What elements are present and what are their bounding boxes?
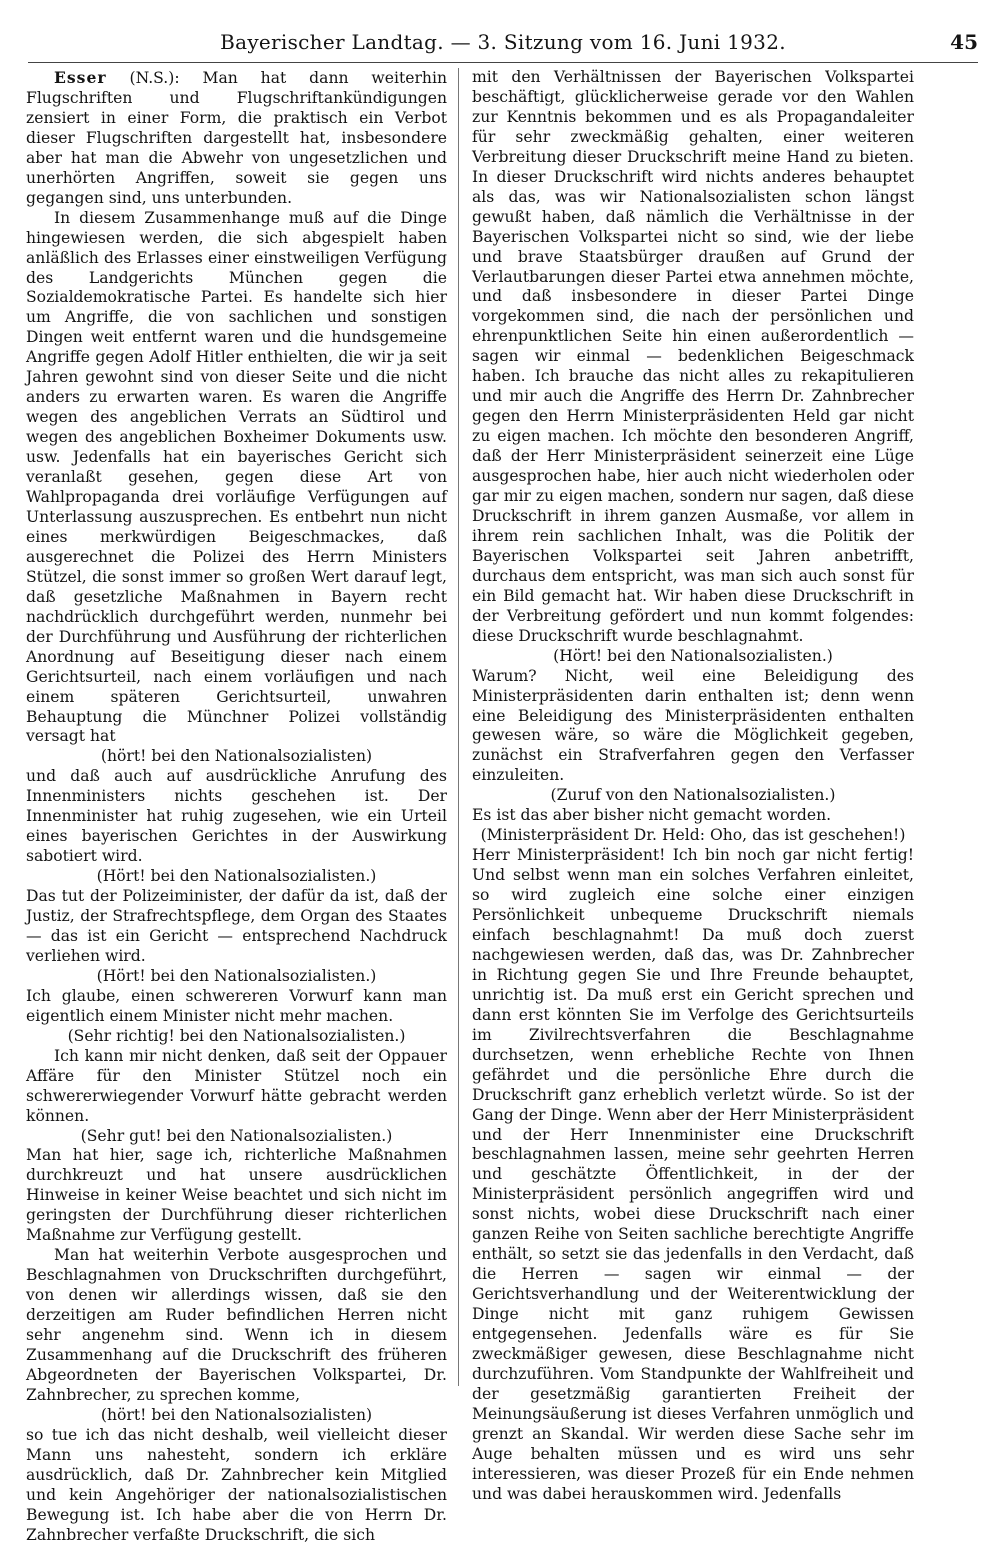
- paragraph: Ich glaube, einen schwereren Vorwurf kann man eigentlich einem Minister nicht mehr machen.: [26, 986, 447, 1025]
- paragraph: Das tut der Polizeiminister, der dafür da ist, daß der Justiz, der Strafrechtspflege, dem Organ des Staates — das ist ein Gericht — entsprechend Nachdruck verliehen wird.: [26, 887, 447, 965]
- paragraph: Warum? Nicht, weil eine Beleidigung des Ministerpräsidenten darin enthalten ist; denn wenn eine Beleidigung des Ministerpräsidenten enthalten gewesen wäre, so wäre die Möglichkeit gegeben, zunächst ein Strafverfahren gegen den Verfasser einzuleiten.: [472, 666, 914, 785]
- interjection: (Zuruf von den Nationalsozialisten.): [550, 786, 836, 805]
- interjection: (Hört! bei den Nationalsozialisten.): [96, 966, 377, 985]
- left-column: [26, 68, 447, 1544]
- header-title: Bayerischer Landtag. — 3. Sitzung vom 16. Juni 1932.: [220, 30, 786, 54]
- paragraph: mit den Verhältnissen der Bayerischen Volkspartei beschäftigt, glücklicherweise gerade vor den Wahlen zur Kenntnis bekommen und es als Propagandaleiter für sehr zweckmäßig gehalten, einer weiteren Verbreitung dieser Druckschrift meine Hand zu bieten. In dieser Druckschrift wird nichts anderes behauptet als das, was wir Nationalsozialisten schon längst gewußt haben, daß nämlich die Verhältnisse in der Bayerischen Volkspartei nicht so sind, wie der liebe und brave Staatsbürger draußen auf Grund der Verlautbarungen dieser Partei etwa annehmen möchte, und daß insbesondere in dieser Partei Dinge vorgekommen sind, die nach der persönlichen und ehrenpunktlichen Seite hin einen außerordentlich — sagen wir einmal — bedenklichen Beigeschmack haben. Ich brauche das nicht alles zu rekapitulieren und mir auch die Angriffe des Herrn Dr. Zahnbrecher gegen den Herrn Ministerpräsidenten Held gar nicht zu eigen machen. Ich möchte den besonderen Angriff, daß der Herr Ministerpräsident seinerzeit eine Lüge ausgesprochen habe, hier auch nicht wiederholen oder gar mir zu eigen machen, sondern nur sagen, daß diese Druckschrift in ihrem ganzen Ausmaße, vor allem in ihrem rein sachlichen Inhalt, was die Politik der Bayerischen Volkspartei seit Jahren anbetrifft, durchaus dem entspricht, was man sich auch sonst für ein Bild gemacht hat. Wir haben diese Druckschrift in der Verbreitung gefördert und nun kommt folgendes: diese Druckschrift wurde beschlagnahmt.: [472, 68, 914, 645]
- interjection: (Hört! bei den Nationalsozialisten.): [553, 646, 833, 665]
- paragraph: Ich kann mir nicht denken, daß seit der Oppauer Affäre für den Minister Stützel noch ein schwererwiegender Vorwurf hätte gebracht werden können.: [26, 1046, 447, 1125]
- paragraph: Man hat hier, sage ich, richterliche Maßnahmen durchkreuzt und hat unsere ausdrücklichen Hinweise in keiner Weise beachtet und sich nicht im geringsten der Durchführung dieser richterlichen Maßnahme zur Verfügung gestellt.: [26, 1146, 447, 1245]
- page-number: 45: [950, 30, 978, 54]
- paragraph: Man hat weiterhin Verbote ausgesprochen und Beschlagnahmen von Druckschriften durchgeführt, von denen wir allerdings wissen, daß sie den derzeitigen am Ruder befindlichen Herren nicht sehr angenehm sind. Wenn ich in diesem Zusammenhang auf die Druckschrift des früheren Abgeordneten der Bayerischen Volkspartei, Dr. Zahnbrecher, zu sprechen komme,: [26, 1246, 447, 1404]
- paragraph: In diesem Zusammenhange muß auf die Dinge hingewiesen werden, die sich abgespielt haben anläßlich des Erlasses einer einstweiligen Verfügung des Landgerichts München gegen die Sozialdemokratische Partei. Es handelte sich hier um Angriffe, die von sachlichen und sonstigen Dingen weit entfernt waren und die hundsgemeine Angriffe gegen Adolf Hitler enthielten, die wir ja seit Jahren gewohnt sind von dieser Seite und die nicht anders zu erwarten waren. Es waren die Angriffe wegen des angeblichen Verrats an Südtirol und wegen des angeblichen Boxheimer Dokuments usw. usw. Jedenfalls hat ein bayerisches Gericht sich veranlaßt gesehen, gegen diese Art von Wahlpropaganda drei vorläufige Verfügungen auf Unterlassung auszusprechen. Es entbehrt nun nicht eines merkwürdigen Beigeschmackes, daß ausgerechnet die Polizei des Herrn Ministers Stützel, die sonst immer so großen Wert darauf legt, daß gesetzliche Maßnahmen in Bayern recht nachdrücklich durchgeführt werden, nunmehr bei der Durchführung und Ausführung der richterlichen Anordnung auf Beseitigung dieser nach einem Gerichtsurteil, nach einem vorläufigen und nach einem späteren Gerichtsurteil, unwahren Behauptung die Münchner Polizei vollständig versagt hat: [26, 208, 447, 746]
- interjection: (hört! bei den Nationalsozialisten): [100, 747, 373, 766]
- interjection: (Ministerpräsident Dr. Held: Oho, das ist geschehen!): [480, 826, 906, 845]
- paragraph: [26, 68, 447, 209]
- right-column: [472, 68, 914, 1503]
- running-header: [28, 30, 978, 60]
- paragraph: Herr Ministerpräsident! Ich bin noch gar nicht fertig! Und selbst wenn man ein solches Verfahren einleitet, so wird zugleich eine solche einer einzigen Persönlichkeit unbequeme Druckschrift niemals einfach beschlagnahmt! Da muß doch zuerst nachgewiesen werden, daß das, was Dr. Zahnbrecher in Richtung gegen Sie und Ihre Freunde behauptet, unrichtig ist. Da muß erst ein Gericht sprechen und dann erst könnten Sie im Verfolge des Gerichtsurteils im Zivilrechtsverfahren die Beschlagnahme durchsetzen, wenn erhebliche Rechte von Ihnen gefährdet und die persönliche Ehre durch die Druckschrift ganz erheblich verletzt würde. So ist der Gang der Dinge. Wenn aber der Herr Ministerpräsident und der Herr Innenminister eine Druckschrift beschlagnahmen lassen, meine sehr geehrten Herren und geschätzte Öffentlichkeit, in der der Ministerpräsident persönlich angegriffen wird und sonst nichts, wobei diese Druckschrift nach einer ganzen Reihe von Seiten sachliche berechtigte Angriffe enthält, so setzt sie das jedenfalls in den Verdacht, daß die Herren — sagen wir einmal — der Gerichtsverhandlung und der Weiterentwicklung der Dinge nicht mit ganz ruhigem Gewissen entgegensehen. Jedenfalls wäre es für Sie zweckmäßiger gewesen, diese Beschlagnahme nicht durchzuführen. Vom Standpunkte der Wahlfreiheit und der gesetzmäßig garantierten Freiheit der Meinungsäußerung ist dieses Verfahren unmöglich und grenzt an Skandal. Wir werden diese Sache sehr im Auge behalten müssen und es wird uns sehr interessieren, was dieser Prozeß für ein Ende nehmen und was dabei herauskommen wird. Jedenfalls: [472, 846, 914, 1503]
- interjection: (Hört! bei den Nationalsozialisten.): [96, 867, 377, 886]
- interjection: (hört! bei den Nationalsozialisten): [100, 1405, 373, 1424]
- column-divider: [458, 68, 459, 1386]
- paragraph: so tue ich das nicht deshalb, weil vielleicht dieser Mann uns nahesteht, sondern ich erkläre ausdrücklich, daß Dr. Zahnbrecher kein Mitglied und kein Angehöriger der nationalsozialistischen Bewegung ist. Ich habe aber die von Herrn Dr. Zahnbrecher verfaßte Druckschrift, die sich: [26, 1425, 447, 1544]
- speaker-name: Esser: [54, 68, 107, 87]
- speaker-party: (N.S.):: [129, 69, 180, 87]
- paragraph: Es ist das aber bisher nicht gemacht worden.: [472, 806, 832, 825]
- header-rule: [28, 62, 978, 63]
- interjection: (Sehr gut! bei den Nationalsozialisten.): [80, 1126, 393, 1145]
- paragraph: und daß auch auf ausdrückliche Anrufung des Innenministers nichts geschehen ist. Der Innenminister hat ruhig zugesehen, wie ein Urteil eines bayerischen Gerichtes in der Auswirkung sabotiert wird.: [26, 767, 447, 866]
- interjection: (Sehr richtig! bei den Nationalsozialisten.): [67, 1026, 406, 1045]
- paragraph-text: Man hat dann weiterhin Flugschriften und Flugschriftankündigungen zensiert in einer Form, die praktisch ein Verbot dieser Flugschriften dargestellt hat, insbesondere aber hat man die Abwehr von ungesetzlichen und unerhörten Angriffen, soweit sie gegen uns gegangen sind, uns unterbunden.: [26, 69, 447, 207]
